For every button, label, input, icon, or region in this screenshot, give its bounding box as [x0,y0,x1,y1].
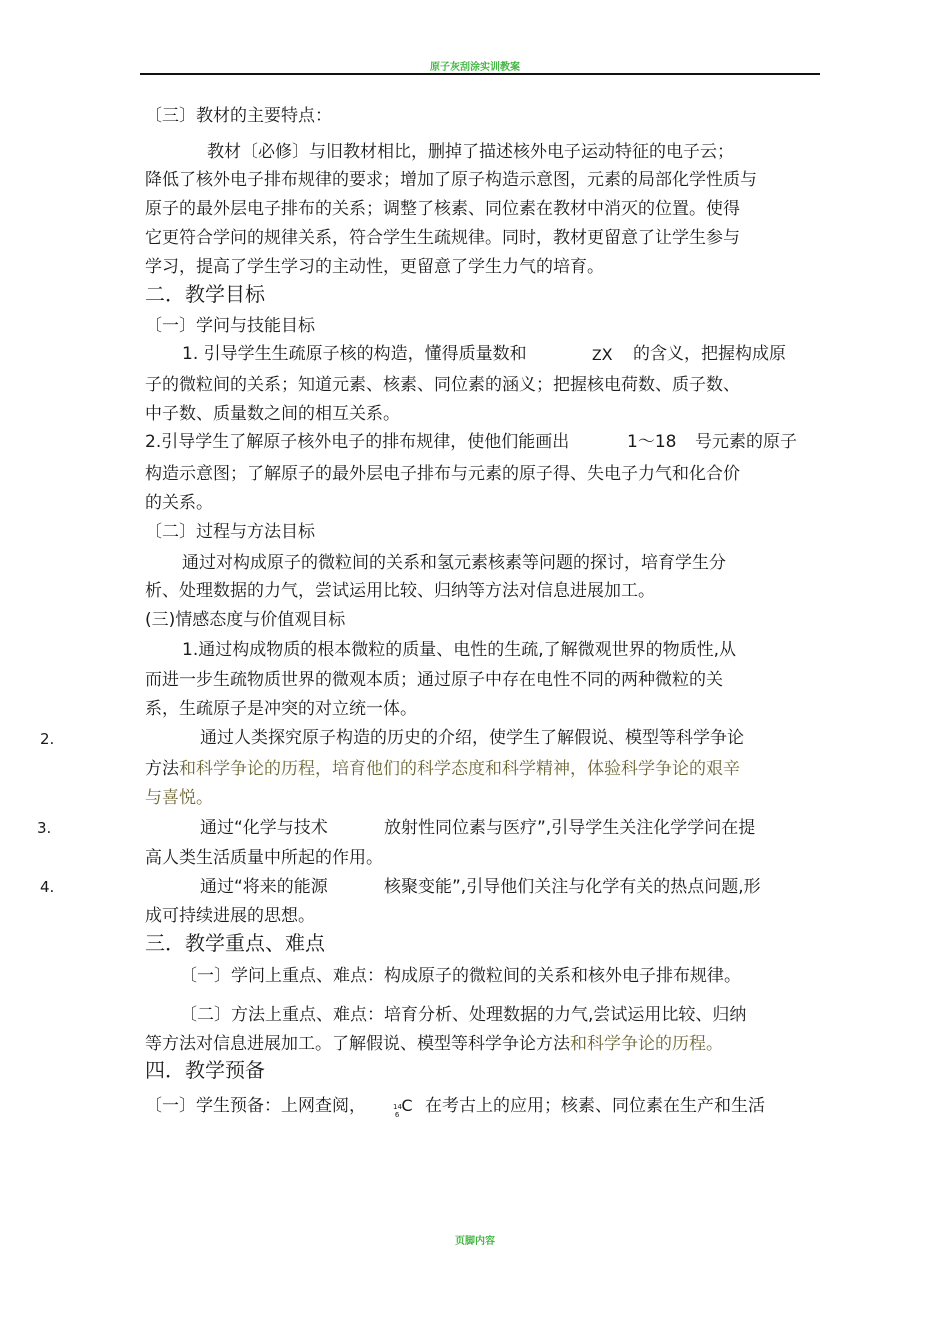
paragraph-line [145,759,740,779]
element-symbol: C [401,1096,413,1115]
list-number: 2. [40,730,55,748]
paragraph-line: 中子数、质量数之间的相互关系。 [145,404,400,424]
highlighted-line: 与喜悦。 [145,788,213,808]
paragraph-line: 析、处理数据的力气，尝试运用比较、归纳等方法对信息进展加工。 [145,581,655,601]
nuclide-z: Z [592,348,602,364]
textbook-features-heading: 〔三〕教材的主要特点： [145,106,332,126]
paragraph-line: 原子的最外层电子排布的关系；调整了核素、同位素在教材中消灭的位置。使得 [145,199,740,219]
text-run: 等方法对信息进展加工。了解假说、模型等科学争论方法 [145,1034,570,1054]
paragraph-line: 〔一〕学问上重点、难点：构成原子的微粒间的关系和核外电子排布规律。 [180,966,741,986]
paragraph-line: 它更符合学问的规律关系，符合学生生疏规律。同时，教材更留意了让学生参与 [145,228,740,248]
knowledge-item-2-start: 2.引导学生了解原子核外电子的排布规律，使他们能画出 [145,432,570,452]
text-run: 放射性同位素与医疗”,引导学生关注化学学问在提 [384,818,756,838]
paragraph-line: 1.通过构成物质的根本微粒的质量、电性的生疏,了解微观世界的物质性,从 [182,640,737,660]
page-header-title: 原子灰刮涂实训教案 [430,62,520,73]
prep-line-end: 在考古上的应用；核素、同位素在生产和生活 [425,1096,765,1116]
paragraph-line: 高人类生活质量中所起的作用。 [145,848,383,868]
nuclide-symbol [592,345,613,366]
knowledge-item-1-start: 1. 引导学生生疏原子核的构造，懂得质量数和 [182,344,527,364]
list-number: 3. [37,819,52,837]
paragraph-line: 通过人类探究原子构造的历史的介绍，使学生了解假说、模型等科学争论 [200,728,744,748]
list-number: 4. [40,878,55,896]
highlighted-text-run: 和科学争论的历程，培育他们的科学态度和科学精神，体验科学争论的艰辛 [179,759,740,779]
header-rule [140,73,820,75]
page-footer: 页脚内容 [455,1236,495,1247]
element-range: 1～18 [627,432,677,452]
nuclide-x: X [601,345,613,364]
emotion-goals-heading: (三)情感态度与价值观目标 [145,610,346,630]
paragraph-line: 成可持续进展的思想。 [145,906,315,926]
prep-line-start: 〔一〕学生预备：上网查阅， [145,1096,366,1116]
knowledge-goals-heading: 〔一〕学问与技能目标 [145,316,315,336]
knowledge-item-1-end: 的含义，把握构成原 [633,344,786,364]
paragraph-line: 降低了核外电子排布规律的要求；增加了原子构造示意图，元素的局部化学性质与 [145,170,757,190]
text-run: 通过“将来的能源 [200,877,328,897]
paragraph-line: 〔二〕方法上重点、难点：培育分析、处理数据的力气,尝试运用比较、归纳 [180,1005,747,1025]
highlighted-text-run: 和科学争论的历程。 [570,1034,723,1054]
section-heading-keypoints: 三．教学重点、难点 [145,931,325,955]
paragraph-line: 构造示意图；了解原子的最外层电子排布与元素的原子得、失电子力气和化合价 [145,464,740,484]
paragraph-line: 系，生疏原子是冲突的对立统一体。 [145,699,417,719]
paragraph-line [145,1034,723,1054]
paragraph-line: 学习，提高了学生学习的主动性，更留意了学生力气的培育。 [145,257,604,277]
text-run: 方法 [145,759,179,779]
paragraph-line: 子的微粒间的关系；知道元素、核素、同位素的涵义；把握核电荷数、质子数、 [145,375,740,395]
section-heading-goals: 二．教学目标 [145,282,265,306]
paragraph-line: 而进一步生疏物质世界的微观本质；通过原子中存在电性不同的两种微粒的关 [145,670,723,690]
section-heading-prep: 四．教学预备 [145,1058,265,1082]
text-run: 通过“化学与技术 [200,818,328,838]
paragraph-line: 通过对构成原子的微粒间的关系和氢元素核素等问题的探讨，培育学生分 [182,553,726,573]
carbon-isotope-symbol [393,1096,418,1119]
process-goals-heading: 〔二〕过程与方法目标 [145,522,315,542]
atomic-number: 6 [394,1111,400,1119]
knowledge-item-2-end: 号元素的原子 [695,432,797,452]
paragraph-line: 的关系。 [145,493,213,513]
text-run: 核聚变能”,引导他们关注与化学有关的热点问题,形 [384,877,761,897]
paragraph-line: 教材〔必修〕与旧教材相比，删掉了描述核外电子运动特征的电子云； [207,142,734,162]
mass-number: 14 [393,1103,402,1111]
